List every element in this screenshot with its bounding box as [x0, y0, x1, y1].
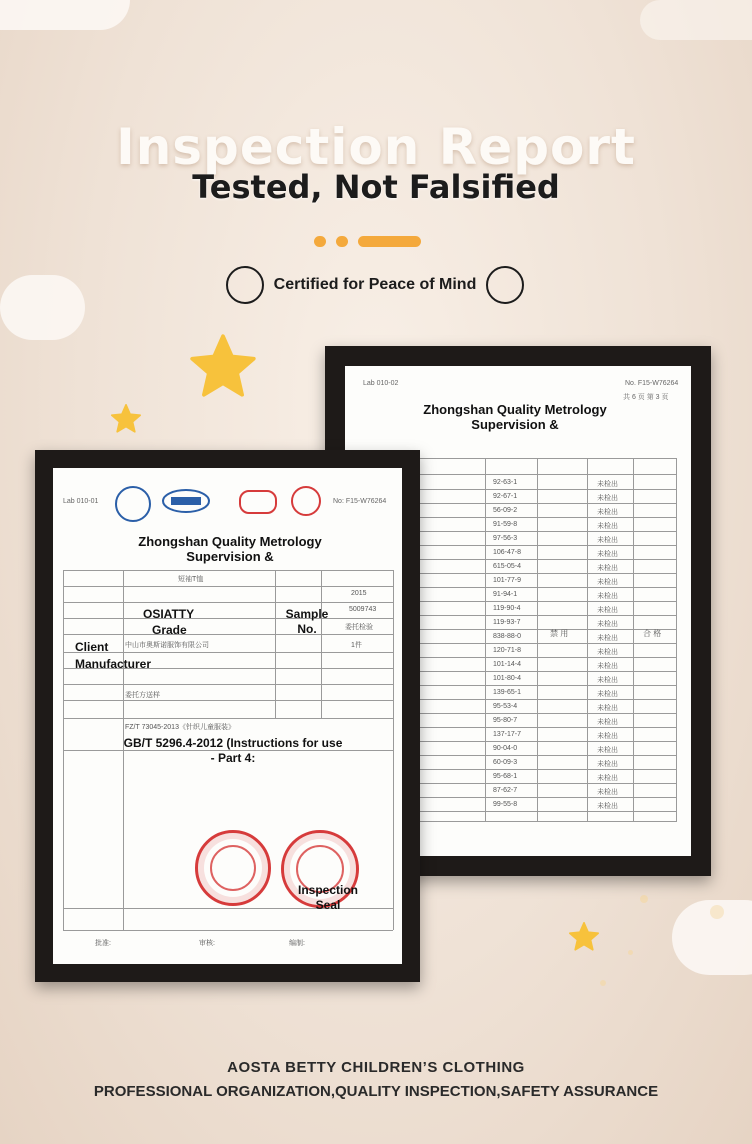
table-row-divider — [405, 741, 677, 742]
certified-badge-text: Certified for Peace of Mind — [273, 276, 477, 293]
accent-bar — [358, 236, 421, 247]
dot-decoration — [710, 905, 724, 919]
cnas-logo — [161, 488, 211, 516]
table-row-divider — [405, 755, 677, 756]
table-row-divider — [405, 559, 677, 560]
table-row-divider — [405, 615, 677, 616]
row-status: 未检出 — [597, 523, 618, 530]
table-column-divider — [321, 570, 322, 718]
row-status: 未检出 — [597, 593, 618, 600]
manufacturer-label: Manufacturer — [75, 657, 152, 671]
table-row-divider — [405, 545, 677, 546]
sign-approve-label: 批准: — [95, 940, 111, 947]
cloud-icon — [640, 0, 752, 40]
cas-number: 92-63-1 — [493, 479, 518, 486]
row-status: 未检出 — [597, 705, 618, 712]
cas-number: 91-59-8 — [493, 521, 518, 528]
table-row-divider — [405, 601, 677, 602]
cas-number: 87-62-7 — [493, 787, 518, 794]
client-label: Client — [75, 640, 109, 654]
row-status: 未检出 — [597, 495, 618, 502]
table-row-divider — [405, 587, 677, 588]
cas-number: 60-09-3 — [493, 759, 518, 766]
report-page-front — [53, 468, 402, 964]
star-icon — [108, 402, 144, 436]
accent-dot — [314, 236, 326, 247]
row-status: 未检出 — [597, 481, 618, 488]
table-column-divider — [393, 570, 394, 930]
inspection-seal-label: Inspection Seal — [297, 883, 358, 912]
table-row-divider — [405, 783, 677, 784]
brand-line: AOSTA BETTY CHILDREN’S CLOTHING — [227, 1059, 525, 1076]
cas-number: 139-65-1 — [493, 689, 522, 696]
table-column-divider — [63, 570, 64, 930]
year-value: 2015 — [351, 590, 367, 597]
star-icon — [566, 920, 602, 954]
cas-number: 99-55-8 — [493, 801, 518, 808]
standard-label: GB/T 5296.4-2012 (Instructions for use - Part 4: — [123, 736, 343, 765]
table-row-divider — [405, 713, 677, 714]
table-row-divider — [405, 517, 677, 518]
row-status: 未检出 — [597, 775, 618, 782]
cas-number: 95-68-1 — [493, 773, 518, 780]
table-row-divider — [63, 700, 393, 701]
table-row-divider — [63, 570, 393, 571]
method-cell: 禁 用 — [550, 629, 569, 638]
row-status: 未检出 — [597, 663, 618, 670]
row-status: 未检出 — [597, 803, 618, 810]
row-status: 未检出 — [597, 635, 618, 642]
inspection-stamp — [195, 830, 271, 906]
cas-number: 106-47-8 — [493, 549, 522, 556]
cas-number: 137-17-7 — [493, 731, 522, 738]
table-column-divider — [275, 570, 276, 718]
accent-dot — [336, 236, 348, 247]
row-status: 未检出 — [597, 565, 618, 572]
table-row-divider — [405, 657, 677, 658]
row-status: 未检出 — [597, 719, 618, 726]
row-status: 未检出 — [597, 789, 618, 796]
row-status: 未检出 — [597, 747, 618, 754]
row-status: 未检出 — [597, 607, 618, 614]
report-number: No: F15-W76264 — [333, 498, 387, 505]
table-row-divider — [405, 797, 677, 798]
sign-review-label: 审核: — [199, 940, 215, 947]
cas-number: 120-71-8 — [493, 647, 522, 654]
sign-prepare-label: 编制: — [289, 940, 305, 947]
report-frame-front — [35, 450, 420, 982]
table-row-divider — [405, 503, 677, 504]
cas-number: 91-94-1 — [493, 591, 518, 598]
table-row-divider — [405, 573, 677, 574]
dot-decoration — [600, 980, 606, 986]
cas-number: 95-53-4 — [493, 703, 518, 710]
report-number: No. F15-W76264 — [625, 380, 679, 387]
certified-badge — [226, 266, 524, 306]
lab-code: Lab 010-01 — [63, 498, 99, 505]
table-row-divider — [63, 930, 393, 931]
row-status: 未检出 — [597, 579, 618, 586]
table-row-divider — [63, 618, 393, 619]
table-row-divider — [405, 811, 677, 812]
cal-logo — [291, 486, 321, 516]
cloud-icon — [0, 275, 85, 340]
standard-cn: FZ/T 73045-2013《针织儿童服装》 — [125, 724, 235, 731]
dot-decoration — [640, 895, 648, 903]
cas-number: 90-04-0 — [493, 745, 518, 752]
org-name: Zhongshan Quality Metrology Supervision & — [423, 402, 607, 432]
table-row-divider — [405, 727, 677, 728]
row-status: 未检出 — [597, 677, 618, 684]
client-value: 中山市奥斯诺服饰有限公司 — [125, 642, 209, 649]
cas-number: 119-90-4 — [493, 605, 521, 612]
inspect-type-value: 委托检验 — [345, 624, 373, 631]
row-status: 未检出 — [597, 537, 618, 544]
table-row-divider — [405, 629, 677, 630]
cas-number: 92-67-1 — [493, 493, 518, 500]
cas-number: 56-09-2 — [493, 507, 518, 514]
ilac-mra-logo — [115, 486, 151, 522]
table-row-divider — [405, 699, 677, 700]
cas-number: 615-05-4 — [493, 563, 522, 570]
star-icon — [184, 330, 262, 404]
tagline: PROFESSIONAL ORGANIZATION,QUALITY INSPECTION,SAFETY ASSURANCE — [93, 1083, 659, 1100]
method-value: 委托方送样 — [125, 692, 160, 699]
cas-number: 101-77-9 — [493, 577, 522, 584]
row-status: 未检出 — [597, 621, 618, 628]
dot-decoration — [628, 950, 633, 955]
row-status: 未检出 — [597, 733, 618, 740]
table-row-divider — [405, 769, 677, 770]
cas-number: 101-80-4 — [493, 675, 522, 682]
table-row-divider — [405, 489, 677, 490]
grade-label: Grade — [152, 623, 187, 637]
page-info: 共 6 页 第 3 页 — [623, 394, 669, 401]
table-row-divider — [405, 685, 677, 686]
sample-no-value: 5009743 — [349, 606, 377, 613]
table-row-divider — [63, 718, 393, 719]
cas-number: 838-88-0 — [493, 633, 522, 640]
table-row-divider — [63, 586, 393, 587]
cloud-icon — [0, 0, 130, 30]
result-cell: 合 格 — [643, 629, 662, 638]
lab-code: Lab 010-02 — [363, 380, 399, 387]
table-row-divider — [405, 531, 677, 532]
row-status: 未检出 — [597, 509, 618, 516]
table-row-divider — [63, 652, 393, 653]
row-status: 未检出 — [597, 649, 618, 656]
cas-number: 95-80-7 — [493, 717, 518, 724]
row-status: 未检出 — [597, 551, 618, 558]
org-name: Zhongshan Quality Metrology Supervision & — [138, 534, 322, 564]
table-row-divider — [63, 634, 393, 635]
table-row-divider — [63, 684, 393, 685]
row-status: 未检出 — [597, 691, 618, 698]
page-subtitle: Tested, Not Falsified — [192, 168, 560, 206]
table-row-divider — [405, 671, 677, 672]
page-title: Inspection Report — [116, 118, 636, 176]
cas-number: 97-56-3 — [493, 535, 518, 542]
row-status: 未检出 — [597, 761, 618, 768]
cas-number: 119-93-7 — [493, 619, 521, 626]
cas-number: 101-14-4 — [493, 661, 522, 668]
sample-no-label: Sample No. — [285, 607, 329, 636]
table-row-divider — [405, 643, 677, 644]
brand-label: OSIATTY — [143, 607, 195, 621]
table-row-divider — [63, 602, 393, 603]
product-value: 短袖T恤 — [178, 576, 204, 583]
qty-value: 1件 — [351, 642, 362, 649]
ma-logo — [239, 490, 277, 514]
